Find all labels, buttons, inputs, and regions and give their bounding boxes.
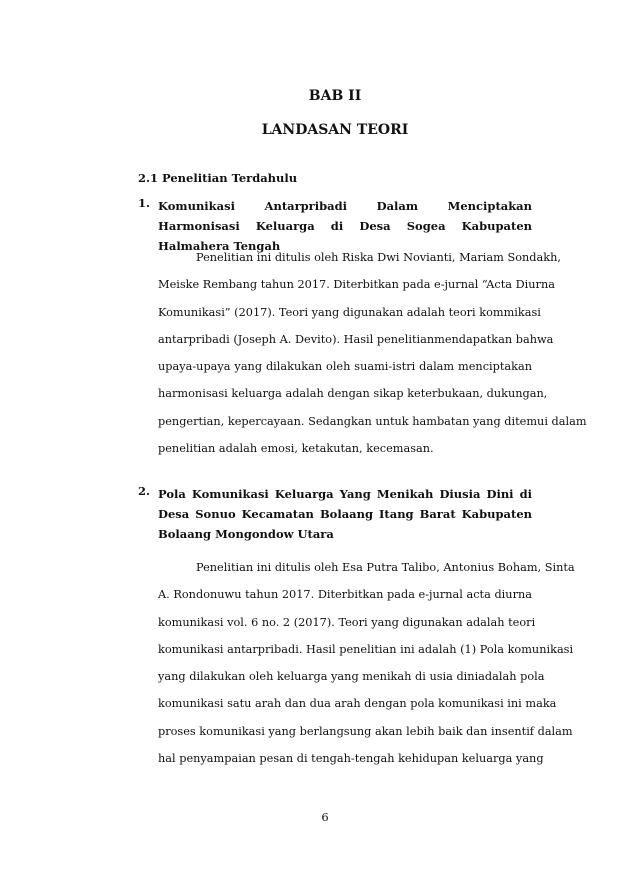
paragraph-line: Meiske Rembang tahun 2017. Diterbitkan pada e-jurnal “Acta Diurna <box>158 278 555 292</box>
section-heading: 2.1 Penelitian Terdahulu <box>138 171 298 185</box>
item-paragraph <box>158 558 575 776</box>
paragraph-line: penelitian adalah emosi, ketakutan, kecemasan. <box>158 442 434 456</box>
paragraph-line: yang dilakukan oleh keluarga yang menikah di usia diniadalah pola <box>158 670 545 684</box>
item-number: 2. <box>138 484 151 498</box>
paragraph-line: komunikasi satu arah dan dua arah dengan pola komunikasi ini maka <box>158 697 557 711</box>
chapter-label: BAB II <box>308 88 362 104</box>
paragraph-line: Penelitian ini ditulis oleh Riska Dwi Novianti, Mariam Sondakh, <box>196 251 561 264</box>
item-title: Pola Komunikasi Keluarga Yang Menikah Diusia Dini di Desa Sonuo Kecamatan Bolaang Itang Barat Kabupaten Bolaang Mongondow Utara <box>158 487 532 541</box>
paragraph-line: pengertian, kepercayaan. Sedangkan untuk hambatan yang ditemui dalam <box>158 414 587 428</box>
paragraph-line: hal penyampaian pesan di tengah-tengah kehidupan keluarga yang <box>158 752 544 766</box>
chapter-title: LANDASAN TEORI <box>261 122 409 138</box>
page-number: 6 <box>321 810 329 824</box>
paragraph-line: Komunikasi” (2017). Teori yang digunakan adalah teori kommikasi <box>158 305 541 319</box>
item-paragraph <box>158 248 587 466</box>
paragraph-line: A. Rondonuwu tahun 2017. Diterbitkan pada e-jurnal acta diurna <box>158 588 532 602</box>
paragraph-line: komunikasi vol. 6 no. 2 (2017). Teori yang digunakan adalah teori <box>158 615 536 629</box>
paragraph-line: komunikasi antarpribadi. Hasil penelitian ini adalah (1) Pola komunikasi <box>158 642 574 656</box>
paragraph-line: proses komunikasi yang berlangsung akan lebih baik dan insentif dalam <box>158 724 573 738</box>
item-title: Komunikasi Antarpribadi Dalam Menciptakan Harmonisasi Keluarga di Desa Sogea Kabupaten Halmahera Tengah <box>158 199 532 253</box>
paragraph-line: Penelitian ini ditulis oleh Esa Putra Talibo, Antonius Boham, Sinta <box>196 561 575 574</box>
item-number: 1. <box>138 196 151 210</box>
paragraph-line: upaya-upaya yang dilakukan oleh suami-istri dalam menciptakan <box>158 360 532 374</box>
paragraph-line: antarpribadi (Joseph A. Devito). Hasil penelitianmendapatkan bahwa <box>158 332 554 346</box>
paragraph-line: harmonisasi keluarga adalah dengan sikap keterbukaan, dukungan, <box>158 387 548 401</box>
